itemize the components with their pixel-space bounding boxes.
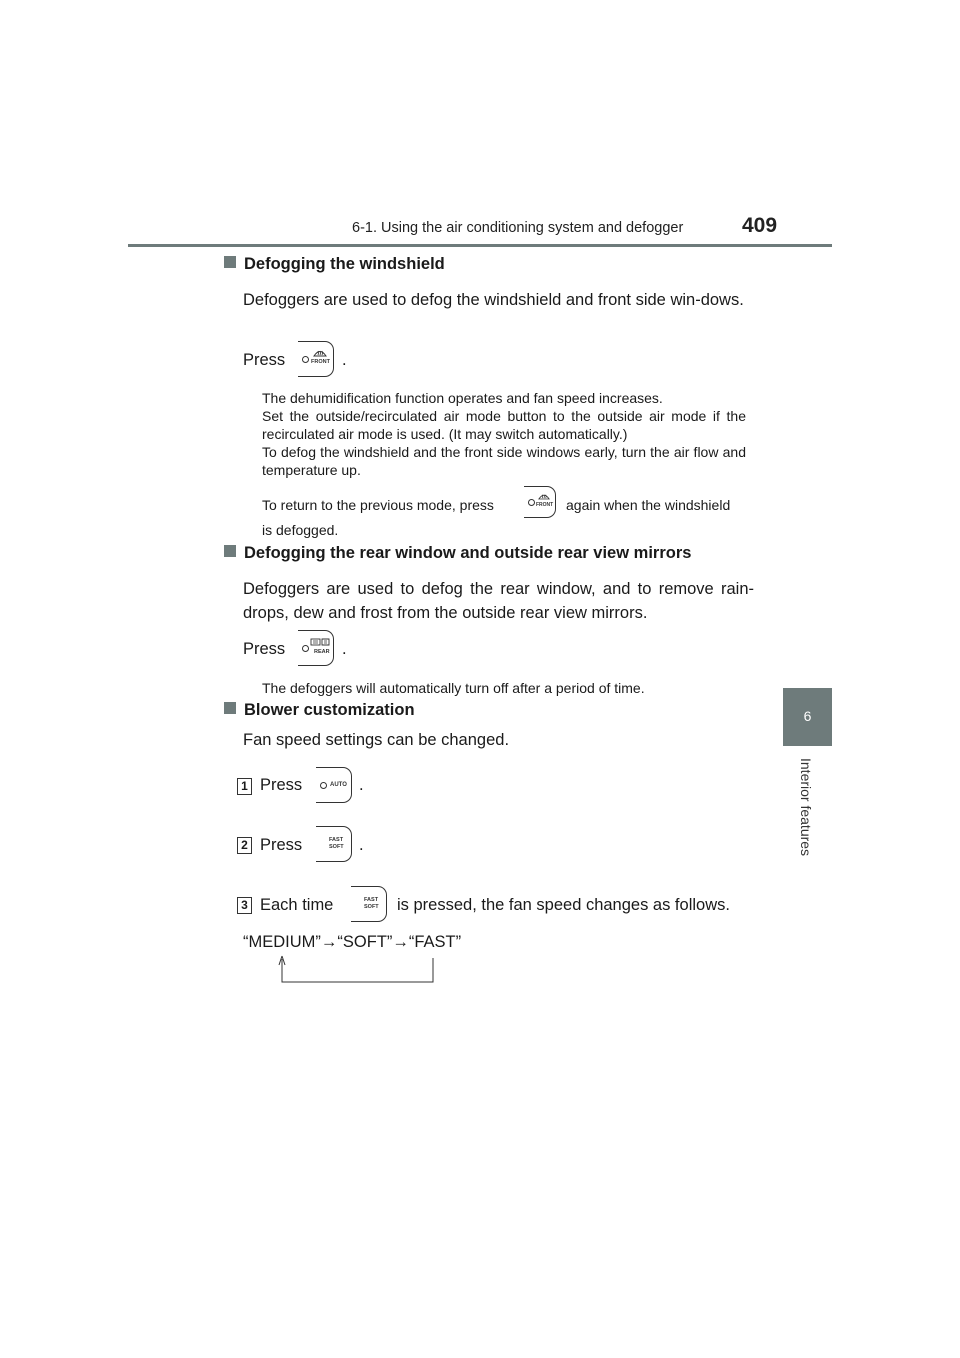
cycle-return-arrow-icon bbox=[274, 955, 438, 987]
fan-speed-button-inline[interactable] bbox=[351, 886, 387, 922]
front-defogger-button[interactable] bbox=[298, 341, 334, 377]
chapter-tab bbox=[783, 688, 832, 746]
fan-speed-cycle: “MEDIUM”→“SOFT”→“FAST” bbox=[243, 933, 462, 951]
step-2-text: Press bbox=[260, 836, 303, 854]
step-1-badge: 1 bbox=[237, 778, 252, 795]
step-2-badge: 2 bbox=[237, 837, 252, 854]
return-text: To return to the previous mode, press bbox=[262, 497, 494, 513]
rear-defogger-button[interactable] bbox=[298, 630, 334, 666]
front-button-label: FRONT bbox=[536, 502, 554, 508]
period: . bbox=[359, 836, 364, 854]
fan-fast-label: FAST bbox=[364, 897, 379, 903]
fan-soft-label: SOFT bbox=[364, 904, 379, 910]
note-dehumidification: The dehumidification function operates and fan speed increases. bbox=[262, 390, 663, 406]
fan-soft-label: SOFT bbox=[329, 844, 344, 850]
fan-speed-button[interactable] bbox=[316, 826, 352, 862]
rear-defog-icon bbox=[310, 638, 330, 647]
fan-fast-label: FAST bbox=[329, 837, 344, 843]
chapter-number: 6 bbox=[803, 708, 812, 724]
auto-button-label: AUTO bbox=[330, 782, 347, 788]
blower-intro: Fan speed settings can be changed. bbox=[243, 731, 510, 749]
heading-blower: Blower customization bbox=[224, 701, 415, 720]
front-button-label: FRONT bbox=[311, 359, 330, 365]
note-defog-early: To defog the windshield and the front side windows early, turn the air flow and temperature up. bbox=[262, 444, 746, 478]
heading-bullet-icon bbox=[224, 545, 236, 557]
indicator-led-icon bbox=[528, 499, 535, 506]
period: . bbox=[342, 640, 347, 658]
rear-intro: Defoggers are used to defog the rear window, and to remove rain-drops, dew and frost from the outside rear view mirrors. bbox=[243, 580, 754, 622]
section-title: 6-1. Using the air conditioning system and defogger bbox=[352, 220, 684, 236]
return-text-cont: again when the windshield bbox=[566, 497, 731, 513]
note-auto-off: The defoggers will automatically turn off after a period of time. bbox=[262, 680, 645, 696]
indicator-led-icon bbox=[320, 782, 327, 789]
period: . bbox=[342, 351, 347, 369]
step-1-text: Press bbox=[260, 776, 303, 794]
indicator-led-icon bbox=[302, 356, 309, 363]
indicator-led-icon bbox=[302, 645, 309, 652]
heading-bullet-icon bbox=[224, 256, 236, 268]
windshield-press-line: Press bbox=[243, 351, 286, 369]
rear-button-label: REAR bbox=[314, 649, 330, 655]
header-divider bbox=[128, 244, 832, 247]
heading-windshield: Defogging the windshield bbox=[224, 255, 445, 274]
rear-press-line: Press bbox=[243, 640, 286, 658]
step-3-text: Each time bbox=[260, 896, 334, 914]
heading-bullet-icon bbox=[224, 702, 236, 714]
windshield-defog-icon bbox=[538, 492, 550, 500]
auto-button[interactable] bbox=[316, 767, 352, 803]
front-defogger-button-inline[interactable] bbox=[524, 486, 556, 518]
note-air-mode: Set the outside/recirculated air mode button to the outside air mode if the recirculated air mode is used. (It may switch automatically.) bbox=[262, 408, 746, 442]
windshield-intro: Defoggers are used to defog the windshield and front side win-dows. bbox=[243, 291, 744, 309]
period: . bbox=[359, 776, 364, 794]
step-3-badge: 3 bbox=[237, 897, 252, 914]
chapter-label: Interior features bbox=[798, 758, 814, 857]
windshield-defog-icon bbox=[313, 348, 327, 357]
step-3-text-cont: is pressed, the fan speed changes as follows. bbox=[397, 896, 730, 914]
heading-rear-defogger: Defogging the rear window and outside rear view mirrors bbox=[224, 544, 691, 563]
return-text-end: is defogged. bbox=[262, 522, 339, 538]
page-number: 409 bbox=[742, 214, 778, 237]
